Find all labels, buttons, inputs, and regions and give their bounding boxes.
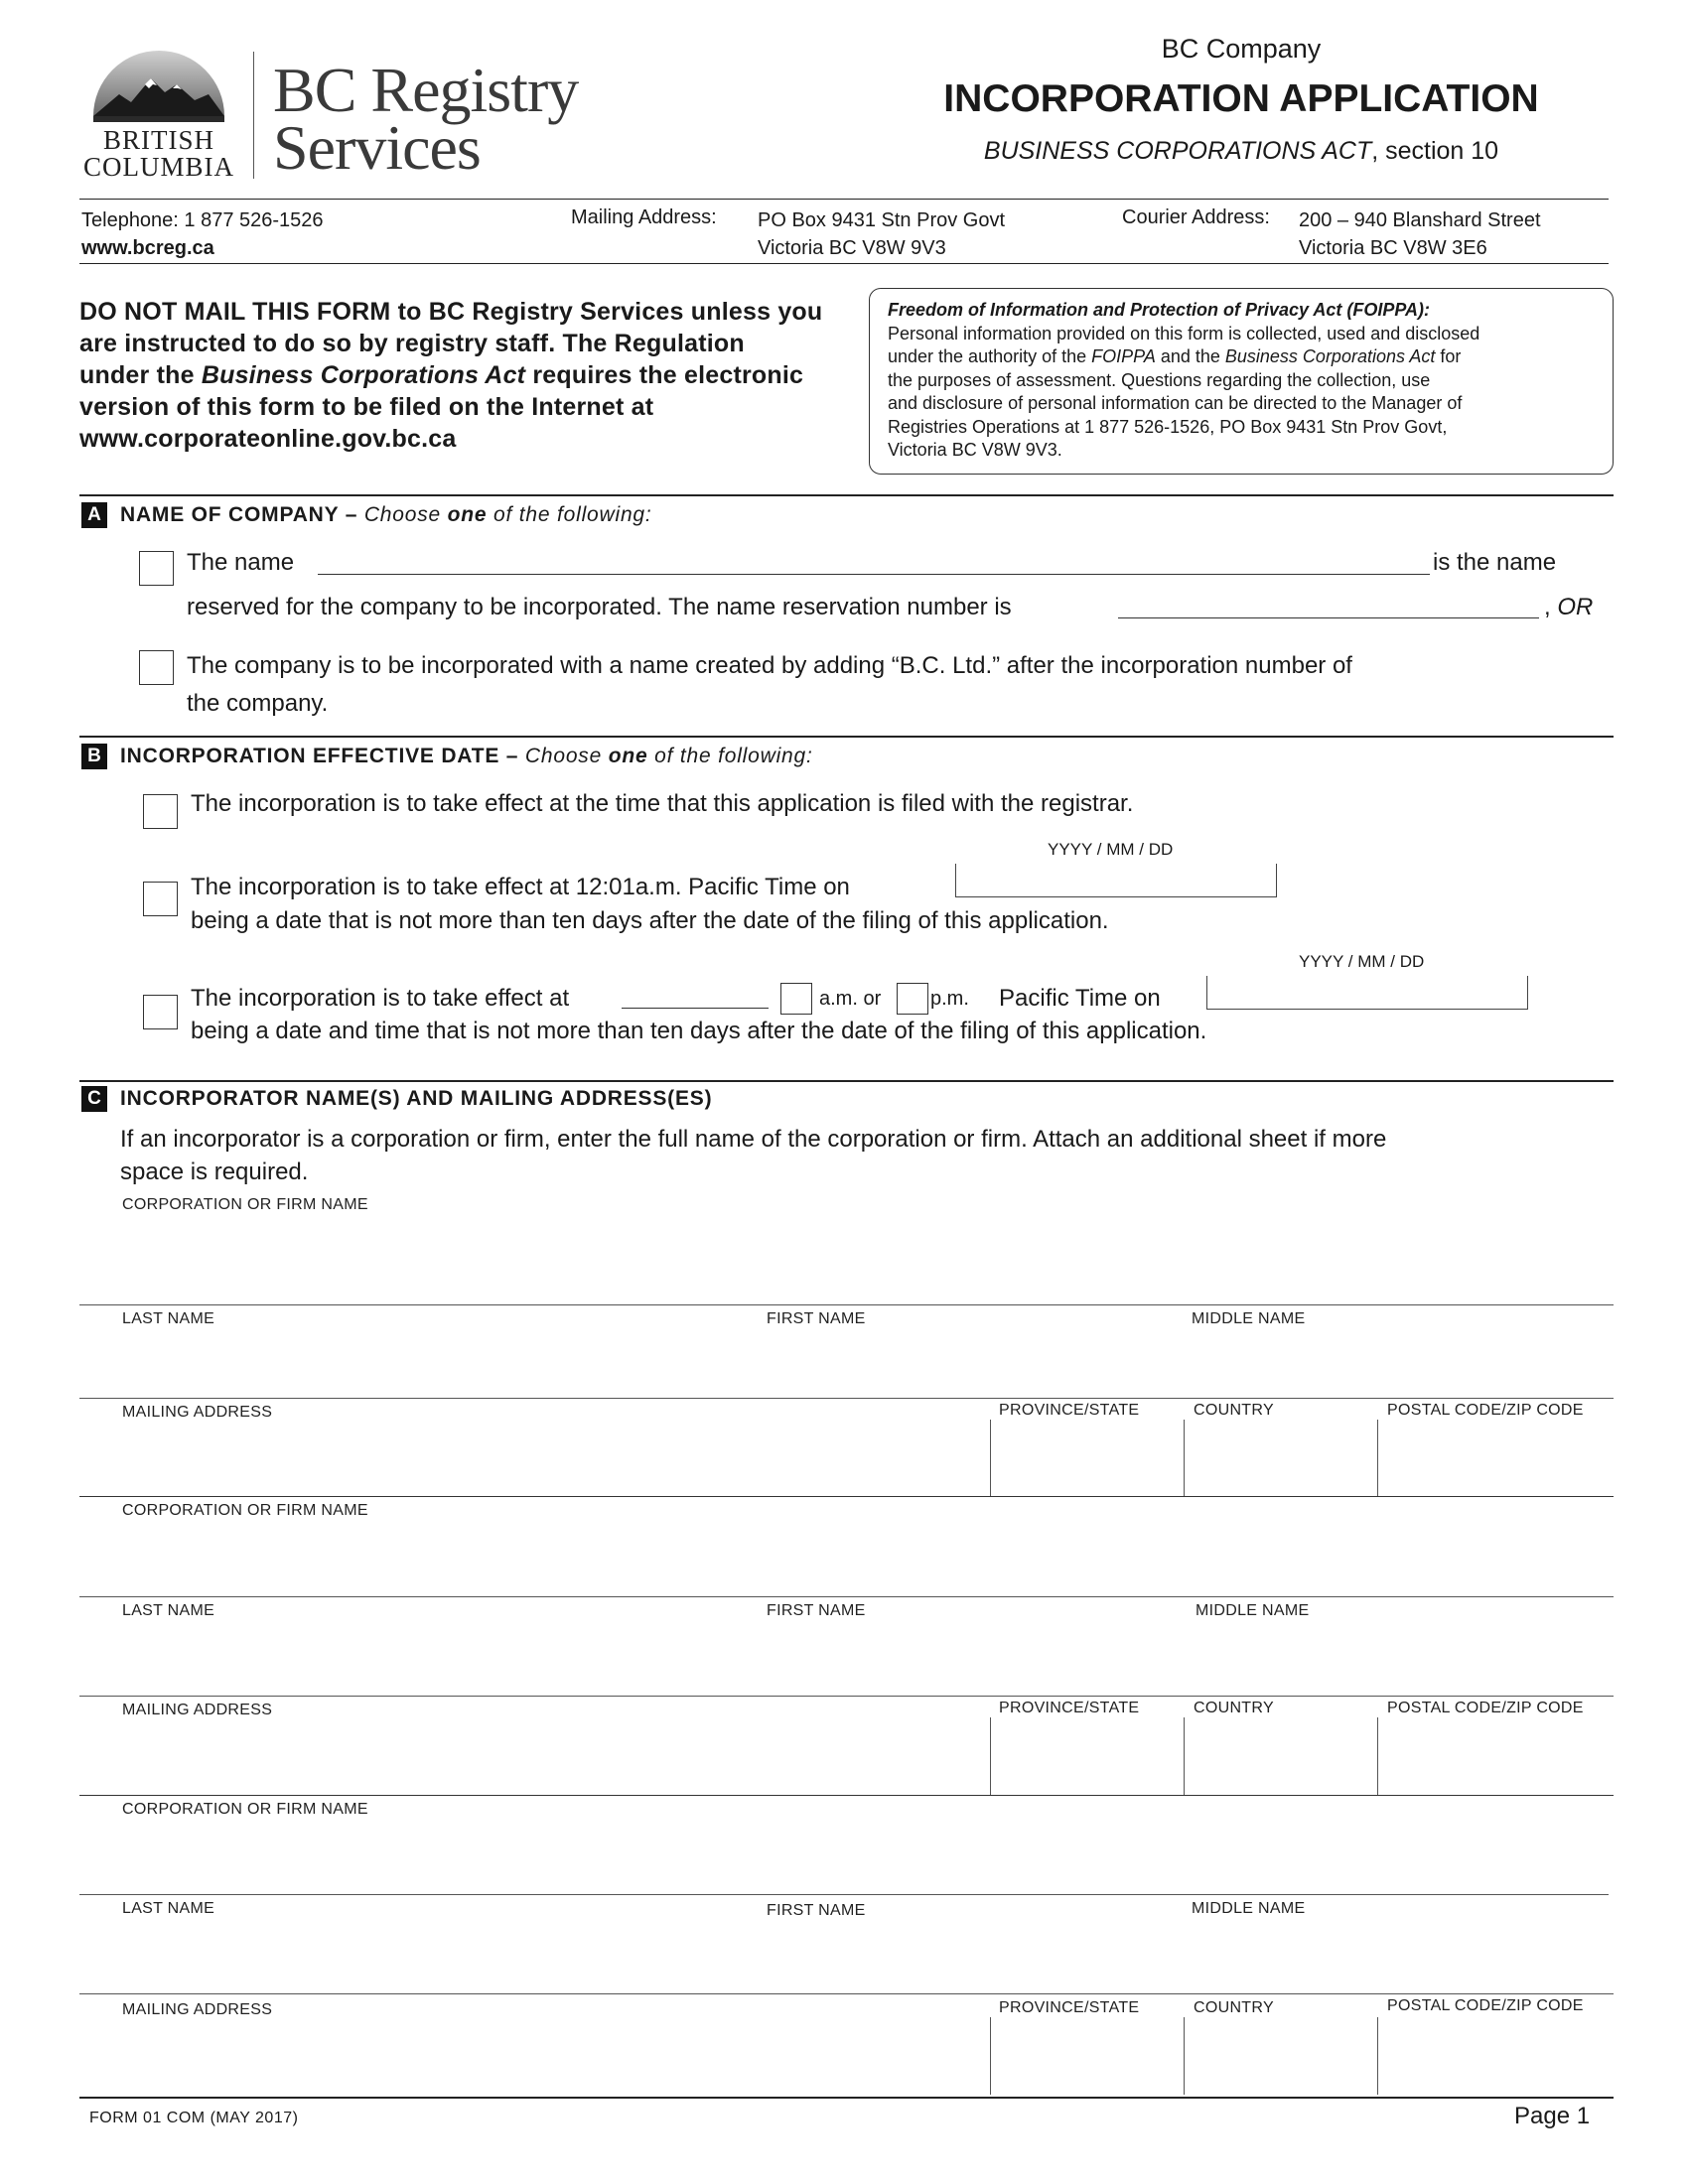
- reservation-number-label: reserved for the company to be incorporated. The name reservation number is: [187, 594, 1012, 620]
- specific-time-note: being a date and time that is not more than ten days after the date of the filing of this application.: [191, 1018, 1207, 1044]
- middle-name-label: MIDDLE NAME: [1192, 1900, 1306, 1917]
- mailing-address-label: MAILING ADDRESS: [122, 1702, 273, 1718]
- corp-name-input[interactable]: [81, 1219, 1611, 1303]
- country-input[interactable]: [1187, 2023, 1373, 2093]
- corporate-online-link[interactable]: www.corporateonline.gov.bc.ca: [79, 425, 457, 453]
- section-b-badge: B: [81, 744, 107, 769]
- mailing-address-label: MAILING ADDRESS: [122, 2001, 273, 2018]
- name-reserved-label: The name: [187, 549, 295, 576]
- am-checkbox[interactable]: [780, 983, 812, 1015]
- company-name-input[interactable]: [318, 574, 1430, 575]
- effective-midnight-label: The incorporation is to take effect at 12:01a.m. Pacific Time on being a date that is not more than ten days after the date of the filing of this application.: [191, 874, 1109, 934]
- country-input[interactable]: [1187, 1723, 1373, 1793]
- section-a-badge: A: [81, 502, 107, 528]
- corp-name-label: CORPORATION OR FIRM NAME: [122, 1502, 368, 1519]
- contact-phone-web: [81, 206, 324, 262]
- last-name-label: LAST NAME: [122, 1310, 215, 1327]
- country-label: COUNTRY: [1194, 1402, 1274, 1419]
- date-hint-1: YYYY / MM / DD: [1048, 840, 1174, 859]
- effective-time-input[interactable]: [622, 1008, 769, 1009]
- do-not-mail-notice: DO NOT MAIL THIS FORM to BC Registry Services unless you are instructed to do so by registry staff. The Regulation under the Business Corporations Act requires the electronic version of this form to be filed on the Internet at www.corporateonline.gov.bc.ca: [79, 298, 823, 453]
- last-name-input[interactable]: [81, 1924, 757, 1991]
- courier-address: 200 – 940 Blanshard Street Victoria BC V8W 3E6: [1299, 209, 1541, 259]
- province-label: PROVINCE/STATE: [999, 1999, 1140, 2016]
- first-name-label: FIRST NAME: [767, 1310, 866, 1327]
- middle-name-input[interactable]: [1190, 1332, 1611, 1396]
- form-id: FORM 01 COM (MAY 2017): [89, 2110, 299, 2126]
- mountain-sun-icon: [89, 45, 228, 124]
- website-link[interactable]: www.bcreg.ca: [81, 237, 214, 259]
- mailing-address: PO Box 9431 Stn Prov Govt Victoria BC V8W 9V3: [758, 209, 1006, 259]
- date-hint-2: YYYY / MM / DD: [1299, 952, 1425, 971]
- middle-name-input[interactable]: [1190, 1624, 1611, 1692]
- section-c-badge: C: [81, 1086, 107, 1112]
- pacific-time-label: Pacific Time on: [999, 985, 1161, 1012]
- middle-name-input[interactable]: [1190, 1924, 1611, 1991]
- country-label: COUNTRY: [1194, 1700, 1274, 1716]
- logo-brand-line2: Services: [273, 112, 481, 183]
- corp-name-input[interactable]: [81, 1823, 1611, 1892]
- effective-on-filing-label: The incorporation is to take effect at the time that this application is filed with the registrar.: [191, 790, 1134, 817]
- first-name-input[interactable]: [765, 1332, 1182, 1396]
- province-input[interactable]: [993, 1426, 1180, 1495]
- province-input[interactable]: [993, 2023, 1180, 2093]
- mailing-address-input[interactable]: [81, 2023, 980, 2093]
- postal-label: POSTAL CODE/ZIP CODE: [1387, 1402, 1584, 1419]
- last-name-label: LAST NAME: [122, 1900, 215, 1917]
- mailing-address-label: MAILING ADDRESS: [122, 1404, 273, 1421]
- courier-label: Courier Address:: [1122, 206, 1270, 228]
- logo-province-line2: COLUMBIA: [82, 152, 234, 182]
- first-name-input[interactable]: [765, 1924, 1182, 1991]
- foippa-notice: Freedom of Information and Protection of Privacy Act (FOIPPA): Personal information provided on this form is collected, used and disclosed under the authority of the FOIPPA and the Business Corporations Act for the purposes of assessment. Questions regarding the collection, use and disclosure of personal information can be directed to the Manager of Registries Operations at 1 877 526-1526, PO Box 9431 Stn Prov Govt, Victoria BC V8W 9V3.: [869, 288, 1614, 475]
- logo-brand-line1: BC Registry: [273, 55, 579, 125]
- act-reference: BUSINESS CORPORATIONS ACT, section 10: [983, 137, 1499, 165]
- form-title: INCORPORATION APPLICATION: [943, 77, 1539, 120]
- is-the-name-label: is the name: [1433, 549, 1557, 576]
- postal-label: POSTAL CODE/ZIP CODE: [1387, 1997, 1584, 2014]
- middle-name-label: MIDDLE NAME: [1192, 1310, 1306, 1327]
- section-b-title: INCORPORATION EFFECTIVE DATE – Choose one of the following:: [120, 745, 813, 767]
- postal-label: POSTAL CODE/ZIP CODE: [1387, 1700, 1584, 1716]
- middle-name-label: MIDDLE NAME: [1196, 1602, 1310, 1619]
- page-number: Page 1: [1514, 2103, 1591, 2129]
- telephone: Telephone: 1 877 526-1526: [81, 209, 324, 231]
- last-name-input[interactable]: [81, 1624, 757, 1692]
- mailing-address-input[interactable]: [81, 1723, 980, 1793]
- postal-input[interactable]: [1380, 2023, 1611, 2093]
- am-label: a.m. or: [819, 988, 882, 1010]
- section-a-title: NAME OF COMPANY – Choose one of the following:: [120, 503, 652, 526]
- first-name-label: FIRST NAME: [767, 1902, 866, 1919]
- or-label: , OR: [1544, 594, 1594, 620]
- specific-date-input[interactable]: [1206, 976, 1528, 1010]
- postal-input[interactable]: [1380, 1426, 1611, 1495]
- country-label: COUNTRY: [1194, 1999, 1274, 2016]
- country-input[interactable]: [1187, 1426, 1373, 1495]
- province-input[interactable]: [993, 1723, 1180, 1793]
- foippa-title: Freedom of Information and Protection of Privacy Act (FOIPPA):: [888, 300, 1431, 320]
- numbered-company-label: The company is to be incorporated with a name created by adding “B.C. Ltd.” after the incorporation number of the company.: [187, 652, 1352, 717]
- form-kicker: BC Company: [1161, 34, 1322, 64]
- corp-name-input[interactable]: [81, 1525, 1611, 1594]
- pm-checkbox[interactable]: [897, 983, 928, 1015]
- postal-input[interactable]: [1380, 1723, 1611, 1793]
- corp-name-label: CORPORATION OR FIRM NAME: [122, 1196, 368, 1213]
- mailing-label: Mailing Address:: [571, 206, 717, 228]
- province-label: PROVINCE/STATE: [999, 1700, 1140, 1716]
- pm-label: p.m.: [930, 988, 969, 1010]
- midnight-date-input[interactable]: [955, 864, 1277, 897]
- effective-specific-time-label: The incorporation is to take effect at: [191, 985, 570, 1012]
- effective-midnight-checkbox[interactable]: [143, 882, 178, 916]
- name-reserved-checkbox[interactable]: [139, 551, 174, 586]
- section-c-title: INCORPORATOR NAME(S) AND MAILING ADDRESS(ES): [120, 1087, 713, 1110]
- logo-province-line1: BRITISH: [102, 125, 214, 155]
- first-name-input[interactable]: [765, 1624, 1182, 1692]
- section-c-intro: If an incorporator is a corporation or firm, enter the full name of the corporation or firm. Attach an additional sheet if more space is required.: [120, 1126, 1387, 1185]
- effective-on-filing-checkbox[interactable]: [143, 794, 178, 829]
- reservation-number-input[interactable]: [1118, 617, 1539, 618]
- province-label: PROVINCE/STATE: [999, 1402, 1140, 1419]
- first-name-label: FIRST NAME: [767, 1602, 866, 1619]
- effective-specific-time-checkbox[interactable]: [143, 995, 178, 1029]
- last-name-label: LAST NAME: [122, 1602, 215, 1619]
- corp-name-label: CORPORATION OR FIRM NAME: [122, 1801, 368, 1818]
- mailing-address-input[interactable]: [81, 1426, 980, 1495]
- numbered-company-checkbox[interactable]: [139, 650, 174, 685]
- last-name-input[interactable]: [81, 1332, 757, 1396]
